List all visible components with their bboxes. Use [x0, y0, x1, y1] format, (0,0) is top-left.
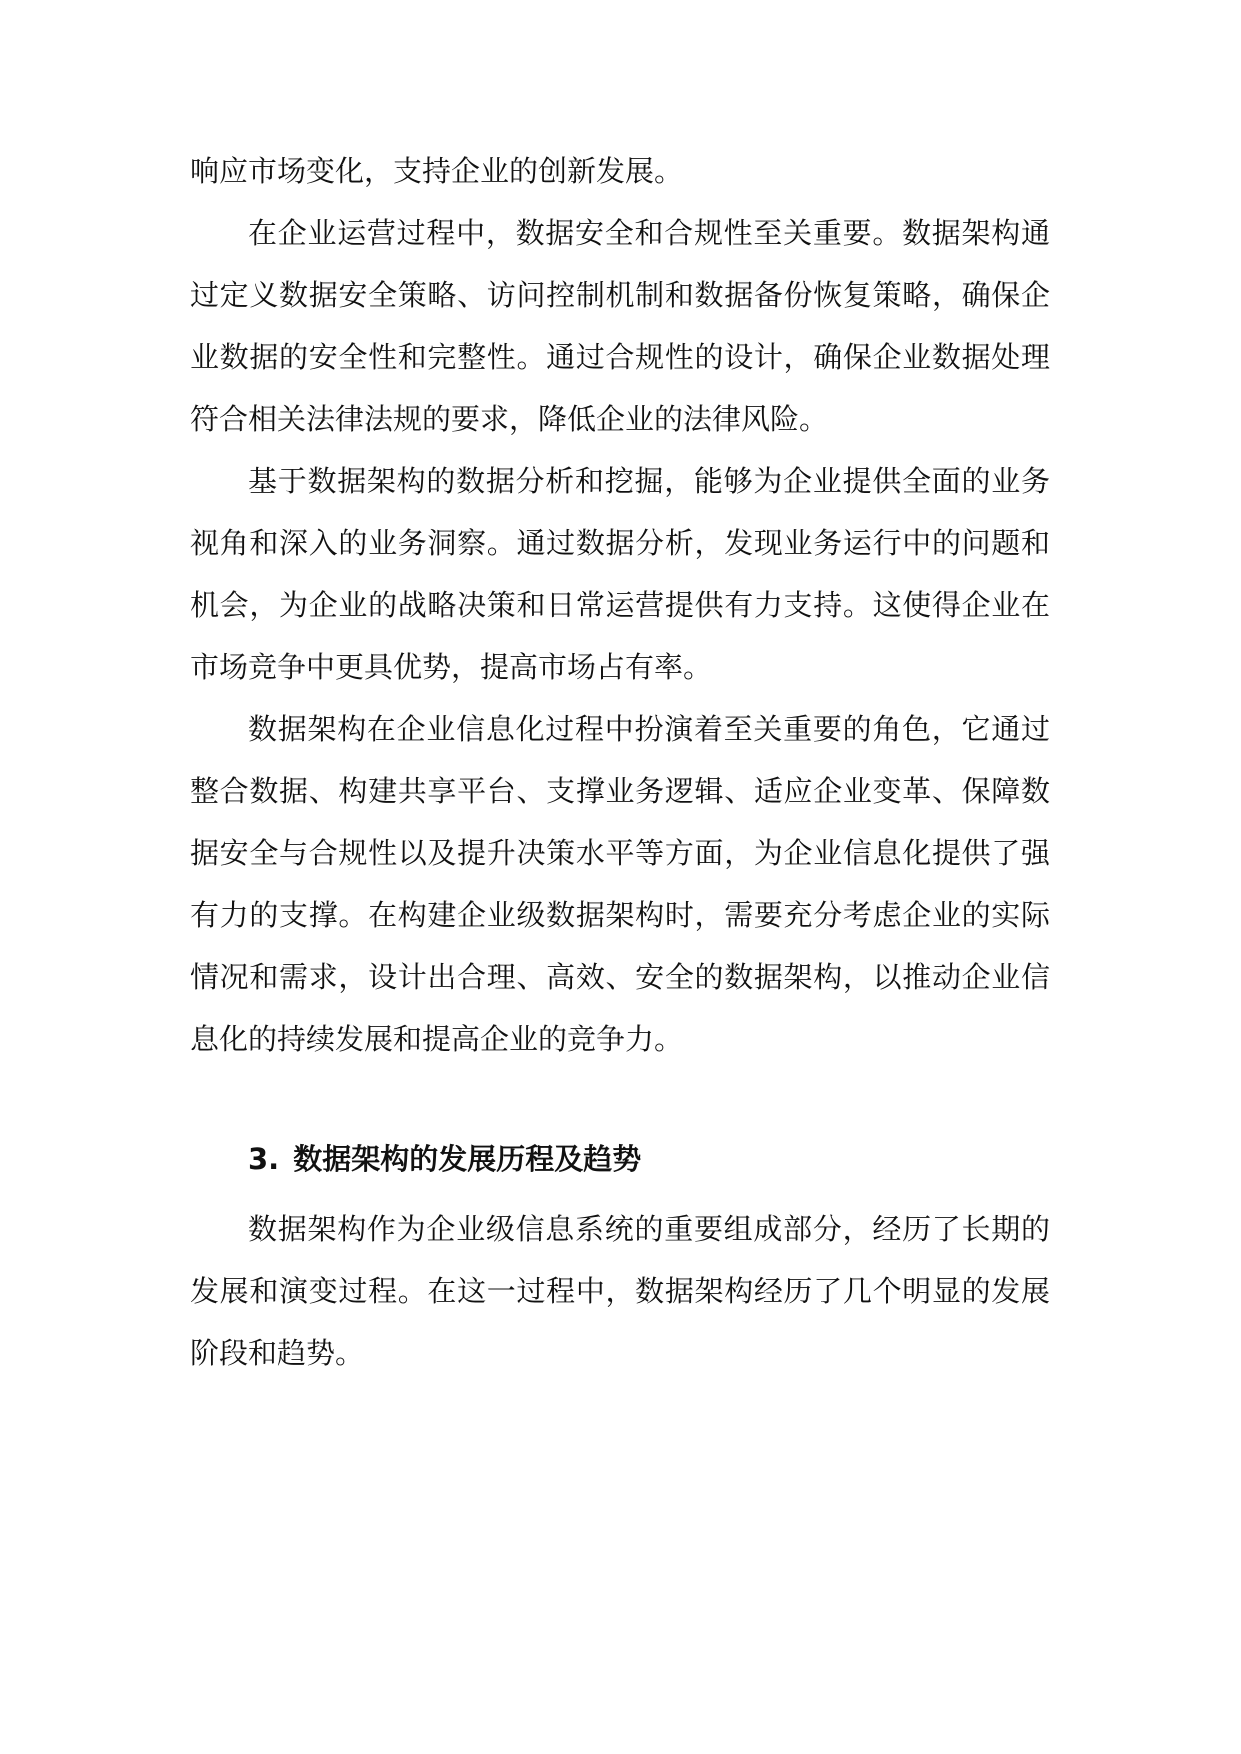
paragraph-data-analysis: 基于数据架构的数据分析和挖掘，能够为企业提供全面的业务视角和深入的业务洞察。通过数据分析，发现业务运行中的问题和机会，为企业的战略决策和日常运营提供有力支持。这使得企业在市场竞争中更具优势，提高市场占有率。 — [190, 464, 1050, 684]
paragraph-section-intro: 数据架构作为企业级信息系统的重要组成部分，经历了长期的发展和演变过程。在这一过程中，数据架构经历了几个明显的发展阶段和趋势。 — [190, 1212, 1050, 1370]
paragraph-data-security: 在企业运营过程中，数据安全和合规性至关重要。数据架构通过定义数据安全策略、访问控制机制和数据备份恢复策略，确保企业数据的安全性和完整性。通过合规性的设计，确保企业数据处理符合相关法律法规的要求，降低企业的法律风险。 — [190, 216, 1050, 436]
section-title: 数据架构的发展历程及趋势 — [293, 1142, 642, 1176]
paragraph-summary: 数据架构在企业信息化过程中扮演着至关重要的角色，它通过整合数据、构建共享平台、支撑业务逻辑、适应企业变革、保障数据安全与合规性以及提升决策水平等方面，为企业信息化提供了强有力的支撑。在构建企业级数据架构时，需要充分考虑企业的实际情况和需求，设计出合理、高效、安全的数据架构，以推动企业信息化的持续发展和提高企业的竞争力。 — [190, 712, 1050, 1056]
paragraph-continuation: 响应市场变化，支持企业的创新发展。 — [190, 154, 684, 188]
section-number: 3. — [248, 1142, 280, 1176]
section-heading — [190, 1128, 1050, 1190]
document-body — [190, 140, 1050, 1384]
